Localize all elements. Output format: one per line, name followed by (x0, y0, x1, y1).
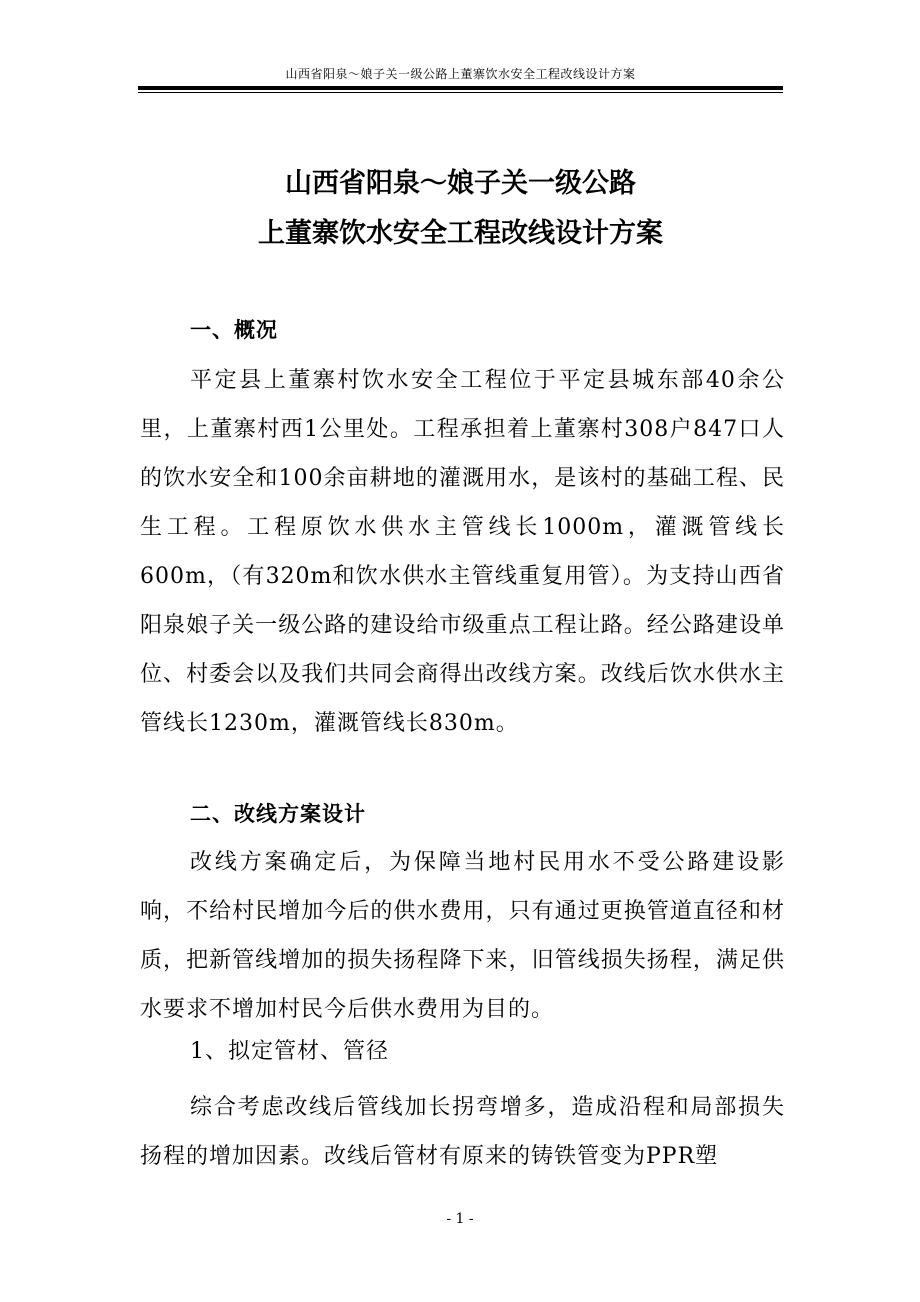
design-paragraph: 改线方案确定后，为保障当地村民用水不受公路建设影响，不给村民增加今后的供水费用，只有通过更换管道直径和材质，把新管线增加的损失扬程降下来，旧管线损失扬程，满足供水要求不增加村民今后供水费用为目的。 (140, 850, 785, 1022)
pipe-material-paragraph: 综合考虑改线后管线加长拐弯增多，造成沿程和局部损失扬程的增加因素。改线后管材有原来的铸铁管变为PPR塑 (140, 1095, 785, 1169)
subsection-heading-pipe-material: 1、拟定管材、管径 (190, 1039, 389, 1064)
header-rule-thick (138, 86, 783, 90)
section-heading-overview: 一、概况 (190, 318, 278, 342)
document-title-line-2: 上董寨饮水安全工程改线设计方案 (258, 218, 663, 249)
overview-paragraph: 平定县上董寨村饮水安全工程位于平定县城东部40余公里，上董寨村西1公里处。工程承担着上董寨村308户847口人的饮水安全和100余亩耕地的灌溉用水，是该村的基础工程、民生工程。工程原饮水供水主管线长1000m，灌溉管线长600m，（有320m和饮水供水主管线重复用管）。为支持山西省阳泉娘子关一级公路的建设给市级重点工程让路。经公路建设单位、村委会以及我们共同会商得出改线方案。改线后饮水供水主管线长1230m，灌溉管线长830m。 (140, 368, 785, 736)
running-header: 山西省阳泉～娘子关一级公路上董寨饮水安全工程改线设计方案 (285, 67, 636, 81)
document-title-line-1: 山西省阳泉～娘子关一级公路 (285, 168, 636, 199)
page-number: - 1 - (446, 1211, 474, 1227)
section-heading-design: 二、改线方案设计 (190, 802, 366, 826)
header-rule-thin (138, 92, 783, 93)
